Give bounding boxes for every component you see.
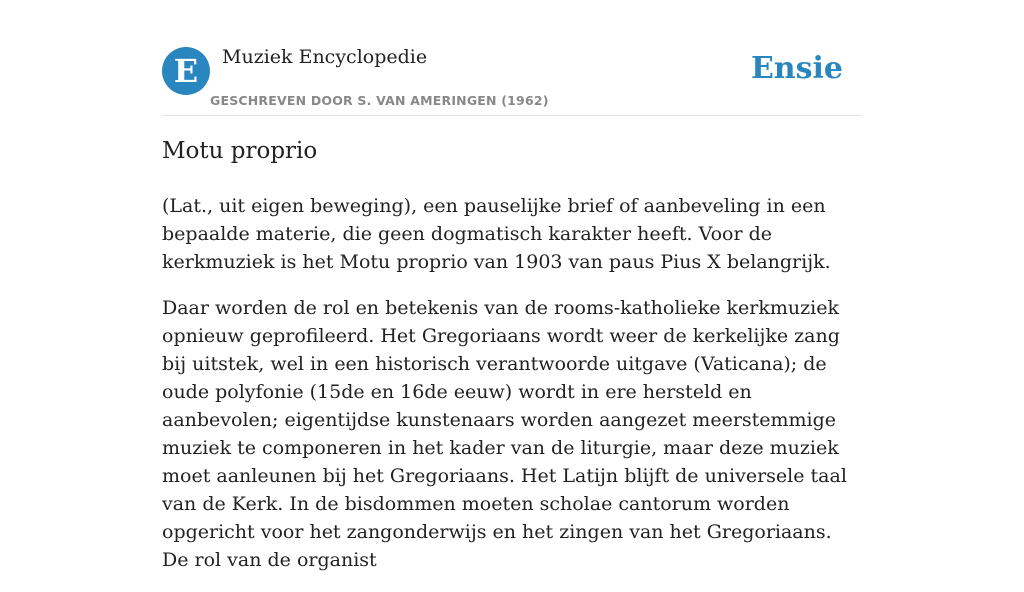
article-paragraph: Daar worden de rol en betekenis van de rooms-katholieke kerkmuziek opnieuw geprofileerd. Het Gregoriaans wordt weer de kerkelijke zang bij uitstek, wel in een historisch verantwoorde uitgave (Vaticana); de oude polyfonie (15de en 16de eeuw) wordt in ere hersteld en aanbevolen; eigentijdse kunstenaars worden aangezet meerstemmige muziek te componeren in het kader van de liturgie, maar deze muziek moet aanleunen bij het Gregoriaans. Het Latijn blijft de universele taal van de Kerk. In de bisdommen moeten scholae cantorum worden opgericht voor het zangonderwijs en het zingen van het Gregoriaans. De rol van de organist (162, 297, 847, 571)
article-body (162, 192, 862, 592)
article-title: Motu proprio (162, 138, 318, 164)
encyclopedia-title-link[interactable]: Muziek Encyclopedie (222, 46, 428, 68)
article-paragraph: (Lat., uit eigen beweging), een pauselijke brief of aanbeveling in een bepaalde materie, die geen dogmatisch karakter heeft. Voor de kerkmuziek is het Motu proprio van 1903 van paus Pius X belangrijk. (162, 195, 831, 273)
author-byline: GESCHREVEN DOOR S. VAN AMERINGEN (1962) (210, 93, 549, 108)
header (162, 46, 862, 116)
encyclopedia-logo[interactable]: E (162, 47, 210, 95)
ensie-brand-logo[interactable]: Ensie (750, 51, 843, 86)
